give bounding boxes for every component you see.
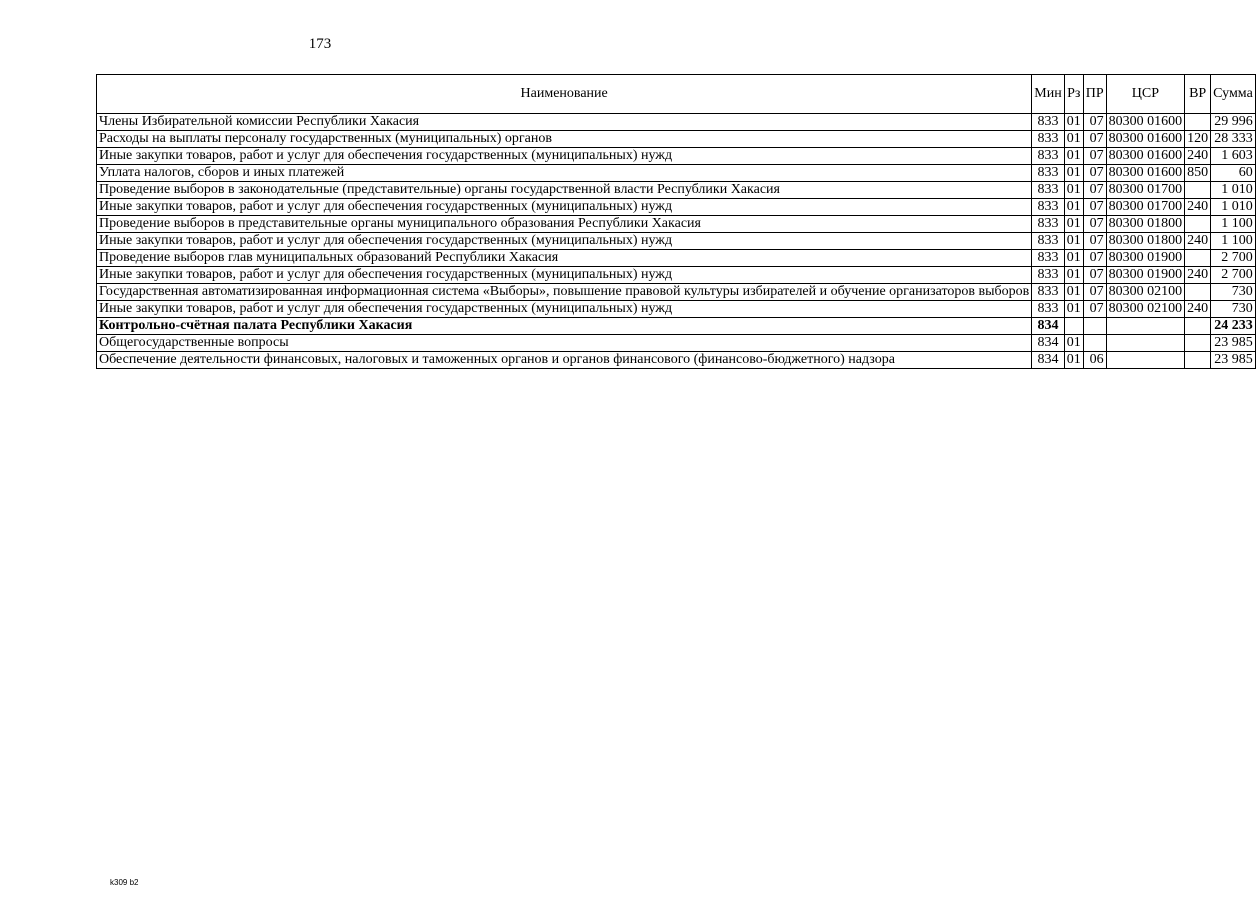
cell-rz: 01	[1064, 182, 1083, 199]
cell-pr: 07	[1083, 114, 1106, 131]
cell-vr	[1185, 318, 1211, 335]
cell-pr: 07	[1083, 131, 1106, 148]
cell-min: 834	[1032, 352, 1064, 369]
cell-name: Уплата налогов, сборов и иных платежей	[97, 165, 1032, 182]
cell-vr: 240	[1185, 301, 1211, 318]
table-row	[97, 114, 1256, 131]
cell-min: 833	[1032, 148, 1064, 165]
cell-sum: 1 100	[1211, 216, 1256, 233]
cell-pr: 07	[1083, 165, 1106, 182]
cell-name: Проведение выборов в представительные органы муниципального образования Республики Хакасия	[97, 216, 1032, 233]
table-row	[97, 148, 1256, 165]
header-csr: ЦСР	[1106, 75, 1185, 114]
cell-min: 833	[1032, 199, 1064, 216]
table-row	[97, 284, 1256, 301]
cell-vr	[1185, 250, 1211, 267]
cell-rz: 01	[1064, 233, 1083, 250]
cell-pr: 07	[1083, 250, 1106, 267]
cell-sum: 1 603	[1211, 148, 1256, 165]
cell-csr	[1106, 352, 1185, 369]
header-min: Мин	[1032, 75, 1064, 114]
cell-min: 833	[1032, 131, 1064, 148]
cell-sum: 730	[1211, 301, 1256, 318]
cell-sum: 1 100	[1211, 233, 1256, 250]
cell-pr: 07	[1083, 233, 1106, 250]
cell-name: Контрольно-счётная палата Республики Хакасия	[97, 318, 1032, 335]
cell-rz: 01	[1064, 335, 1083, 352]
cell-vr: 850	[1185, 165, 1211, 182]
header-pr: ПР	[1083, 75, 1106, 114]
cell-sum: 28 333	[1211, 131, 1256, 148]
cell-vr: 240	[1185, 233, 1211, 250]
cell-name: Обеспечение деятельности финансовых, налоговых и таможенных органов и органов финансового (финансово-бюджетного) надзора	[97, 352, 1032, 369]
cell-min: 833	[1032, 114, 1064, 131]
cell-csr: 80300 01800	[1106, 233, 1185, 250]
table-header-row	[97, 75, 1256, 114]
table-row	[97, 199, 1256, 216]
cell-pr	[1083, 318, 1106, 335]
cell-pr: 07	[1083, 301, 1106, 318]
cell-vr: 240	[1185, 267, 1211, 284]
table-row	[97, 318, 1256, 335]
cell-csr	[1106, 318, 1185, 335]
cell-csr: 80300 01600	[1106, 148, 1185, 165]
cell-csr: 80300 01600	[1106, 165, 1185, 182]
cell-csr: 80300 01800	[1106, 216, 1185, 233]
cell-csr: 80300 01700	[1106, 199, 1185, 216]
cell-csr: 80300 01600	[1106, 114, 1185, 131]
header-rz: Рз	[1064, 75, 1083, 114]
cell-rz: 01	[1064, 267, 1083, 284]
cell-sum: 23 985	[1211, 335, 1256, 352]
cell-pr: 06	[1083, 352, 1106, 369]
cell-name: Члены Избирательной комиссии Республики Хакасия	[97, 114, 1032, 131]
table-row	[97, 182, 1256, 199]
cell-name: Иные закупки товаров, работ и услуг для обеспечения государственных (муниципальных) нужд	[97, 148, 1032, 165]
cell-name: Проведение выборов в законодательные (представительные) органы государственной власти Республики Хакасия	[97, 182, 1032, 199]
cell-rz: 01	[1064, 216, 1083, 233]
cell-csr: 80300 01700	[1106, 182, 1185, 199]
cell-min: 834	[1032, 335, 1064, 352]
cell-sum: 2 700	[1211, 250, 1256, 267]
cell-name: Иные закупки товаров, работ и услуг для обеспечения государственных (муниципальных) нужд	[97, 267, 1032, 284]
cell-csr: 80300 02100	[1106, 301, 1185, 318]
cell-pr: 07	[1083, 216, 1106, 233]
table-row	[97, 131, 1256, 148]
header-vr: ВР	[1185, 75, 1211, 114]
cell-min: 833	[1032, 284, 1064, 301]
cell-sum: 24 233	[1211, 318, 1256, 335]
table-row	[97, 165, 1256, 182]
table-row	[97, 250, 1256, 267]
cell-min: 833	[1032, 250, 1064, 267]
table-row	[97, 301, 1256, 318]
cell-csr: 80300 01900	[1106, 250, 1185, 267]
cell-pr: 07	[1083, 199, 1106, 216]
cell-min: 833	[1032, 182, 1064, 199]
cell-pr: 07	[1083, 284, 1106, 301]
cell-vr	[1185, 114, 1211, 131]
cell-rz: 01	[1064, 148, 1083, 165]
cell-vr	[1185, 216, 1211, 233]
cell-rz: 01	[1064, 114, 1083, 131]
cell-rz: 01	[1064, 301, 1083, 318]
header-sum: Сумма	[1211, 75, 1256, 114]
cell-sum: 1 010	[1211, 182, 1256, 199]
cell-rz: 01	[1064, 352, 1083, 369]
cell-min: 833	[1032, 233, 1064, 250]
cell-rz: 01	[1064, 250, 1083, 267]
cell-name: Проведение выборов глав муниципальных образований Республики Хакасия	[97, 250, 1032, 267]
cell-csr: 80300 01600	[1106, 131, 1185, 148]
cell-rz: 01	[1064, 199, 1083, 216]
cell-name: Государственная автоматизированная информационная система «Выборы», повышение правовой культуры избирателей и обучение организаторов выборов	[97, 284, 1032, 301]
cell-name: Иные закупки товаров, работ и услуг для обеспечения государственных (муниципальных) нужд	[97, 199, 1032, 216]
cell-sum: 1 010	[1211, 199, 1256, 216]
cell-rz: 01	[1064, 165, 1083, 182]
cell-vr: 120	[1185, 131, 1211, 148]
cell-vr	[1185, 335, 1211, 352]
cell-vr: 240	[1185, 199, 1211, 216]
cell-pr	[1083, 335, 1106, 352]
cell-pr: 07	[1083, 148, 1106, 165]
cell-sum: 2 700	[1211, 267, 1256, 284]
cell-pr: 07	[1083, 267, 1106, 284]
cell-csr: 80300 01900	[1106, 267, 1185, 284]
cell-rz: 01	[1064, 131, 1083, 148]
cell-csr	[1106, 335, 1185, 352]
cell-sum: 29 996	[1211, 114, 1256, 131]
header-name: Наименование	[97, 75, 1032, 114]
cell-rz: 01	[1064, 284, 1083, 301]
cell-min: 833	[1032, 267, 1064, 284]
cell-vr	[1185, 284, 1211, 301]
cell-name: Иные закупки товаров, работ и услуг для обеспечения государственных (муниципальных) нужд	[97, 233, 1032, 250]
cell-name: Иные закупки товаров, работ и услуг для обеспечения государственных (муниципальных) нужд	[97, 301, 1032, 318]
cell-csr: 80300 02100	[1106, 284, 1185, 301]
cell-pr: 07	[1083, 182, 1106, 199]
cell-min: 833	[1032, 165, 1064, 182]
cell-sum: 23 985	[1211, 352, 1256, 369]
page-number: 173	[308, 36, 332, 52]
cell-sum: 730	[1211, 284, 1256, 301]
cell-min: 834	[1032, 318, 1064, 335]
cell-vr	[1185, 352, 1211, 369]
cell-name: Общегосударственные вопросы	[97, 335, 1032, 352]
table-row	[97, 335, 1256, 352]
table-row	[97, 267, 1256, 284]
table-row	[97, 216, 1256, 233]
cell-name: Расходы на выплаты персоналу государственных (муниципальных) органов	[97, 131, 1032, 148]
cell-vr: 240	[1185, 148, 1211, 165]
budget-table	[96, 74, 1256, 369]
cell-vr	[1185, 182, 1211, 199]
footer-code: k309 b2	[110, 878, 139, 887]
cell-sum: 60	[1211, 165, 1256, 182]
table-row	[97, 352, 1256, 369]
cell-min: 833	[1032, 216, 1064, 233]
cell-rz	[1064, 318, 1083, 335]
table-row	[97, 233, 1256, 250]
cell-min: 833	[1032, 301, 1064, 318]
